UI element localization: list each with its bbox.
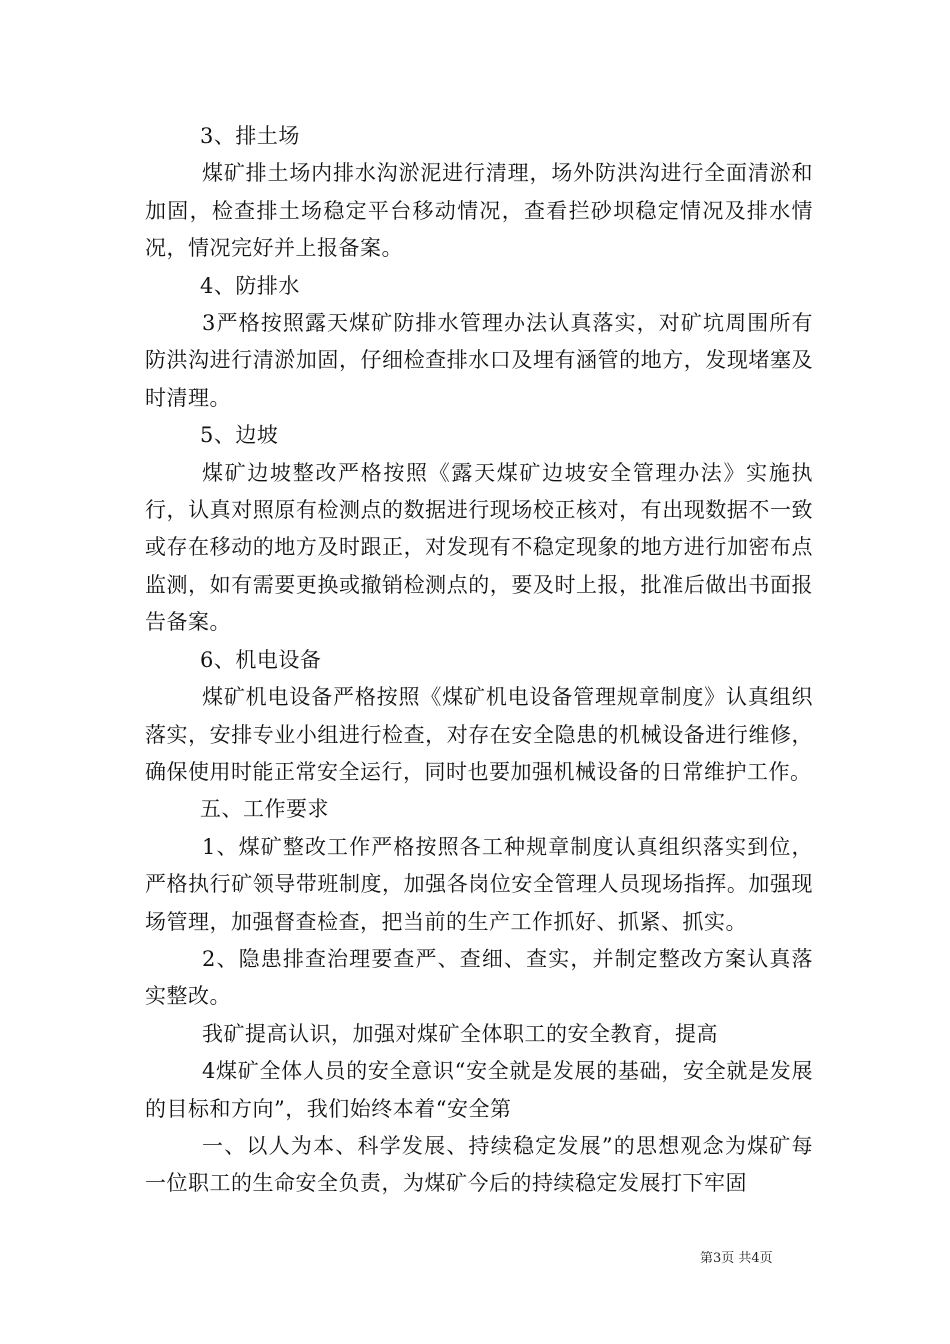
section-heading-slope: 5、边坡 (200, 423, 279, 448)
document-body (145, 118, 813, 1203)
paragraph-requirement-2: 2、隐患排查治理要查严、查细、查实，并制定整改方案认真落实整改。 (145, 946, 813, 1009)
paragraph-people-oriented: 一、以人为本、科学发展、持续稳定发展”的思想观念为煤矿每一位职工的生命安全负责，为煤矿今后的持续稳定发展打下牢固 (145, 1133, 813, 1196)
page-number-footer: 第3页 共4页 (700, 1251, 773, 1266)
section-heading-work-requirements: 五、工作要求 (200, 797, 329, 822)
section-heading-equipment: 6、机电设备 (200, 647, 322, 672)
section-heading-dump-site: 3、排土场 (200, 124, 300, 148)
section-heading-drainage: 4、防排水 (200, 273, 300, 298)
paragraph-awareness: 我矿提高认识，加强对煤矿全体职工的安全教育，提高 (202, 1021, 718, 1046)
paragraph-dump-site: 煤矿排土场内排水沟淤泥进行清理，场外防洪沟进行全面清淤和加固，检查排土场稳定平台移动情况，查看拦砂坝稳定情况及排水情况，情况完好并上报备案。 (145, 161, 813, 261)
paragraph-drainage: 3严格按照露天煤矿防排水管理办法认真落实，对矿坑周围所有防洪沟进行清淤加固，仔细检查排水口及埋有涵管的地方，发现堵塞及时清理。 (145, 311, 813, 410)
paragraph-requirement-1: 1、煤矿整改工作严格按照各工种规章制度认真组织落实到位，严格执行矿领导带班制度，加强各岗位安全管理人员现场指挥。加强现场管理，加强督查检查，把当前的生产工作抓好、抓紧、抓实。 (145, 834, 813, 934)
paragraph-equipment: 煤矿机电设备严格按照《煤矿机电设备管理规章制度》认真组织落实，安排专业小组进行检查，对存在安全隐患的机械设备进行维修，确保使用时能正常安全运行，同时也要加强机械设备的日常维护工作。 (145, 685, 813, 784)
paragraph-slope: 煤矿边坡整改严格按照《露天煤矿边坡安全管理办法》实施执行，认真对照原有检测点的数据进行现场校正核对，有出现数据不一致或存在移动的地方及时跟正，对发现有不稳定现象的地方进行加密布点监测，如有需要更换或撤销检测点的，要及时上报，批准后做出书面报告备案。 (145, 460, 813, 635)
paragraph-safety-awareness: 4煤矿全体人员的安全意识“安全就是发展的基础，安全就是发展的目标和方向”，我们始终本着“安全第 (145, 1059, 813, 1121)
